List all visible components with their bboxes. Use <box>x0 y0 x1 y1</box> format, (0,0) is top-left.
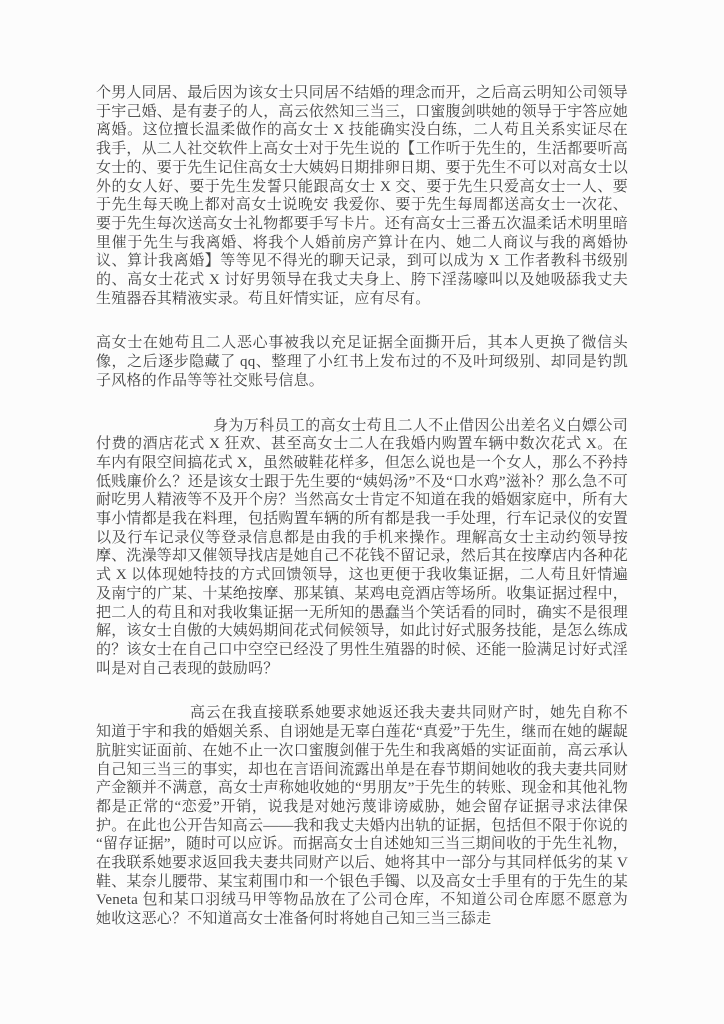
paragraph-3: 身为万科员工的高女士苟且二人不止借因公出差名义白嫖公司付费的酒店花式 X 狂欢、甚至高女士二人在我婚内购置车辆中数次花式 X。在车内有限空间搞花式 X，虽然破鞋花样多，但怎么说也是一个女人，那么不矜持低贱廉价么？还是该女士跟于先生要的“姨妈汤”不及“口水鸡”滋补？那么急不可耐吃男人精液等不及开个房？当然高女士肯定不知道在我的婚姻家庭中，所有大事小情都是我在料理，包括购置车辆的所有都是我一手处理，行车记录仪的安置以及行车记录仪等登录信息都是由我的手机来操作。理解高女士主动约领导按摩、洗澡等却又催领导找店是她自己不花钱不留记录，然后其在按摩店内各种花式 X 以体现她特技的方式回馈领导，这也更便于我收集证据，二人苟且奸情遍及南宁的广某、十某绝按摩、那某镇、某鸡电竞酒店等场所。收集证据过程中，把二人的苟且和对我收集证据一无所知的愚蠢当个笑话看的同时，确实不是很理解，该女士自傲的大姨妈期间花式伺候领导，如此讨好式服务技能，是怎么练成的？该女士在自己口中空空已经没了男性生殖器的时候、还能一脸满足讨好式淫叫是对自己表现的鼓励吗？ <box>96 417 629 677</box>
paragraph-4: 高云在我直接联系她要求她返还我夫妻共同财产时，她先自称不知道于宇和我的婚姻关系、自诩她是无辜白莲花“真爱”于先生，继而在她的龌龊肮脏实证面前、在她不止一次口蜜腹剑催于先生和我离婚的实证面前，高云承认自己知三当三的事实，却也在言语间流露出单是在春节期间她收的我夫妻共同财产金额并不满意，高女士声称她收她的“男朋友”于先生的转账、现金和其他礼物都是正常的“恋爱”开销，说我是对她污蔑诽谤威胁，她会留存证据寻求法律保护。在此也公开告知高云——我和我丈夫婚内出轨的证据，包括但不限于你说的“留存证据”，随时可以应诉。而据高女士自述她知三当三期间收的于先生礼物，在我联系她要求返回我夫妻共同财产以后、她将其中一部分与其同样低劣的某 V 鞋、某奈儿腰带、某宝莉围巾和一个银色手镯、以及高女士手里有的于先生的某 Veneta 包和某口羽绒马甲等物品放在了公司仓库，不知道公司仓库愿不愿意为她收这恶心？不知道高女士准备何时将她自己知三当三舔走 <box>96 705 629 928</box>
paragraph-2: 高女士在她苟且二人恶心事被我以充足证据全面撕开后，其本人更换了微信头像，之后逐步隐藏了 qq、整理了小红书上发布过的不及叶珂级别、却同是钓凯子风格的作品等等社交账号信息。 <box>96 335 628 389</box>
paragraph-1: 个男人同居、最后因为该女士只同居不结婚的理念而开，之后高云明知公司领导于宇己婚、是有妻子的人，高云依然知三当三，口蜜腹剑哄她的领导于宇答应她离婚。这位擅长温柔做作的高女士 X 技能确实没白练，二人苟且关系实证尽在我手，从二人社交软件上高女士对于先生说的【工作听于先生的，生活都要听高女士的、要于先生记住高女士大姨妈日期排卵日期、要于先生不可以对高女士以外的女人好、要于先生发誓只能跟高女士 X 交、要于先生只爱高女士一人、要于先生每天晚上都对高女士说晚安 我爱你、要于先生每周都送高女士一次花、要于先生每次送高女士礼物都要手写卡片。还有高女士三番五次温柔话术明里暗里催于先生与我离婚、将我个人婚前房产算计在内、她二人商议与我的离婚协议、算计我离婚】等等见不得光的聊天记录，到可以成为 X 工作者教科书级别的、高女士花式 X 讨好男领导在我丈夫身上、胯下淫荡嚎叫以及她吸舔我丈夫生殖器吞其精液实录。苟且奸情实证，应有尽有。 <box>96 85 629 307</box>
